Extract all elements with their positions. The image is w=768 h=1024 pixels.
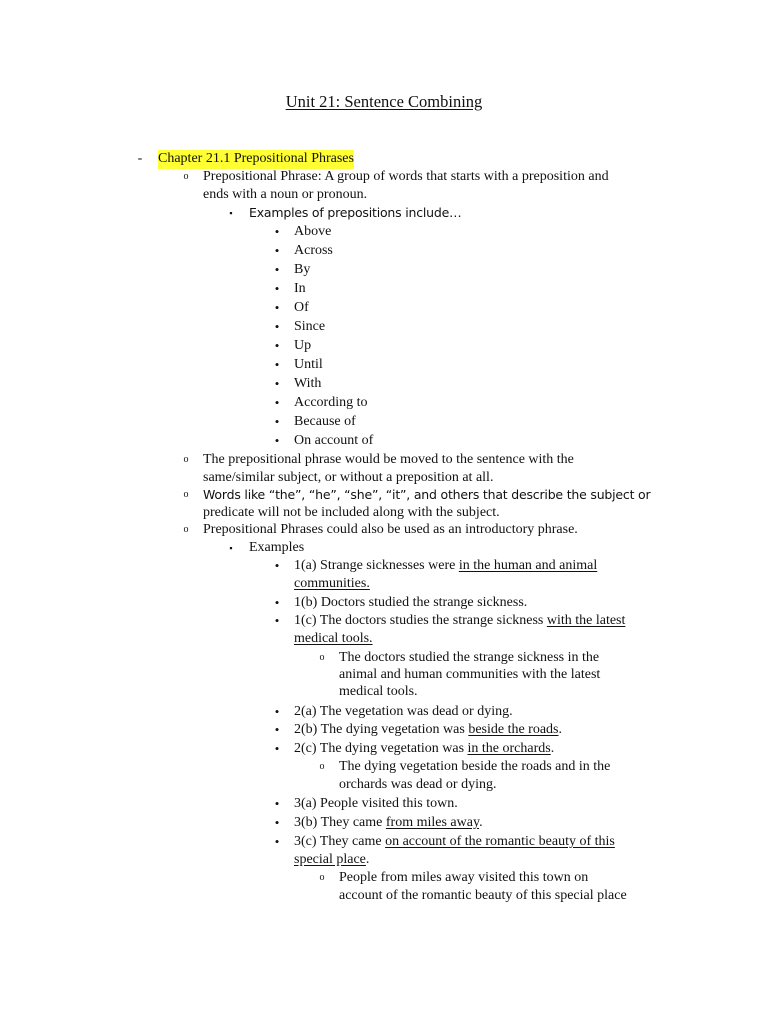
square-bullet: ▪ [229,208,233,218]
circle-bullet: o [319,761,325,772]
page-title: Unit 21: Sentence Combining [285,92,483,111]
circle-bullet: o [319,872,325,883]
circle-bullet: o [183,171,189,182]
dash-bullet: - [137,151,143,166]
circle-bullet: o [319,652,325,663]
circle-bullet: o [183,454,189,465]
circle-bullet: o [183,489,189,500]
square-bullet: ▪ [229,543,233,553]
circle-bullet: o [183,524,189,535]
